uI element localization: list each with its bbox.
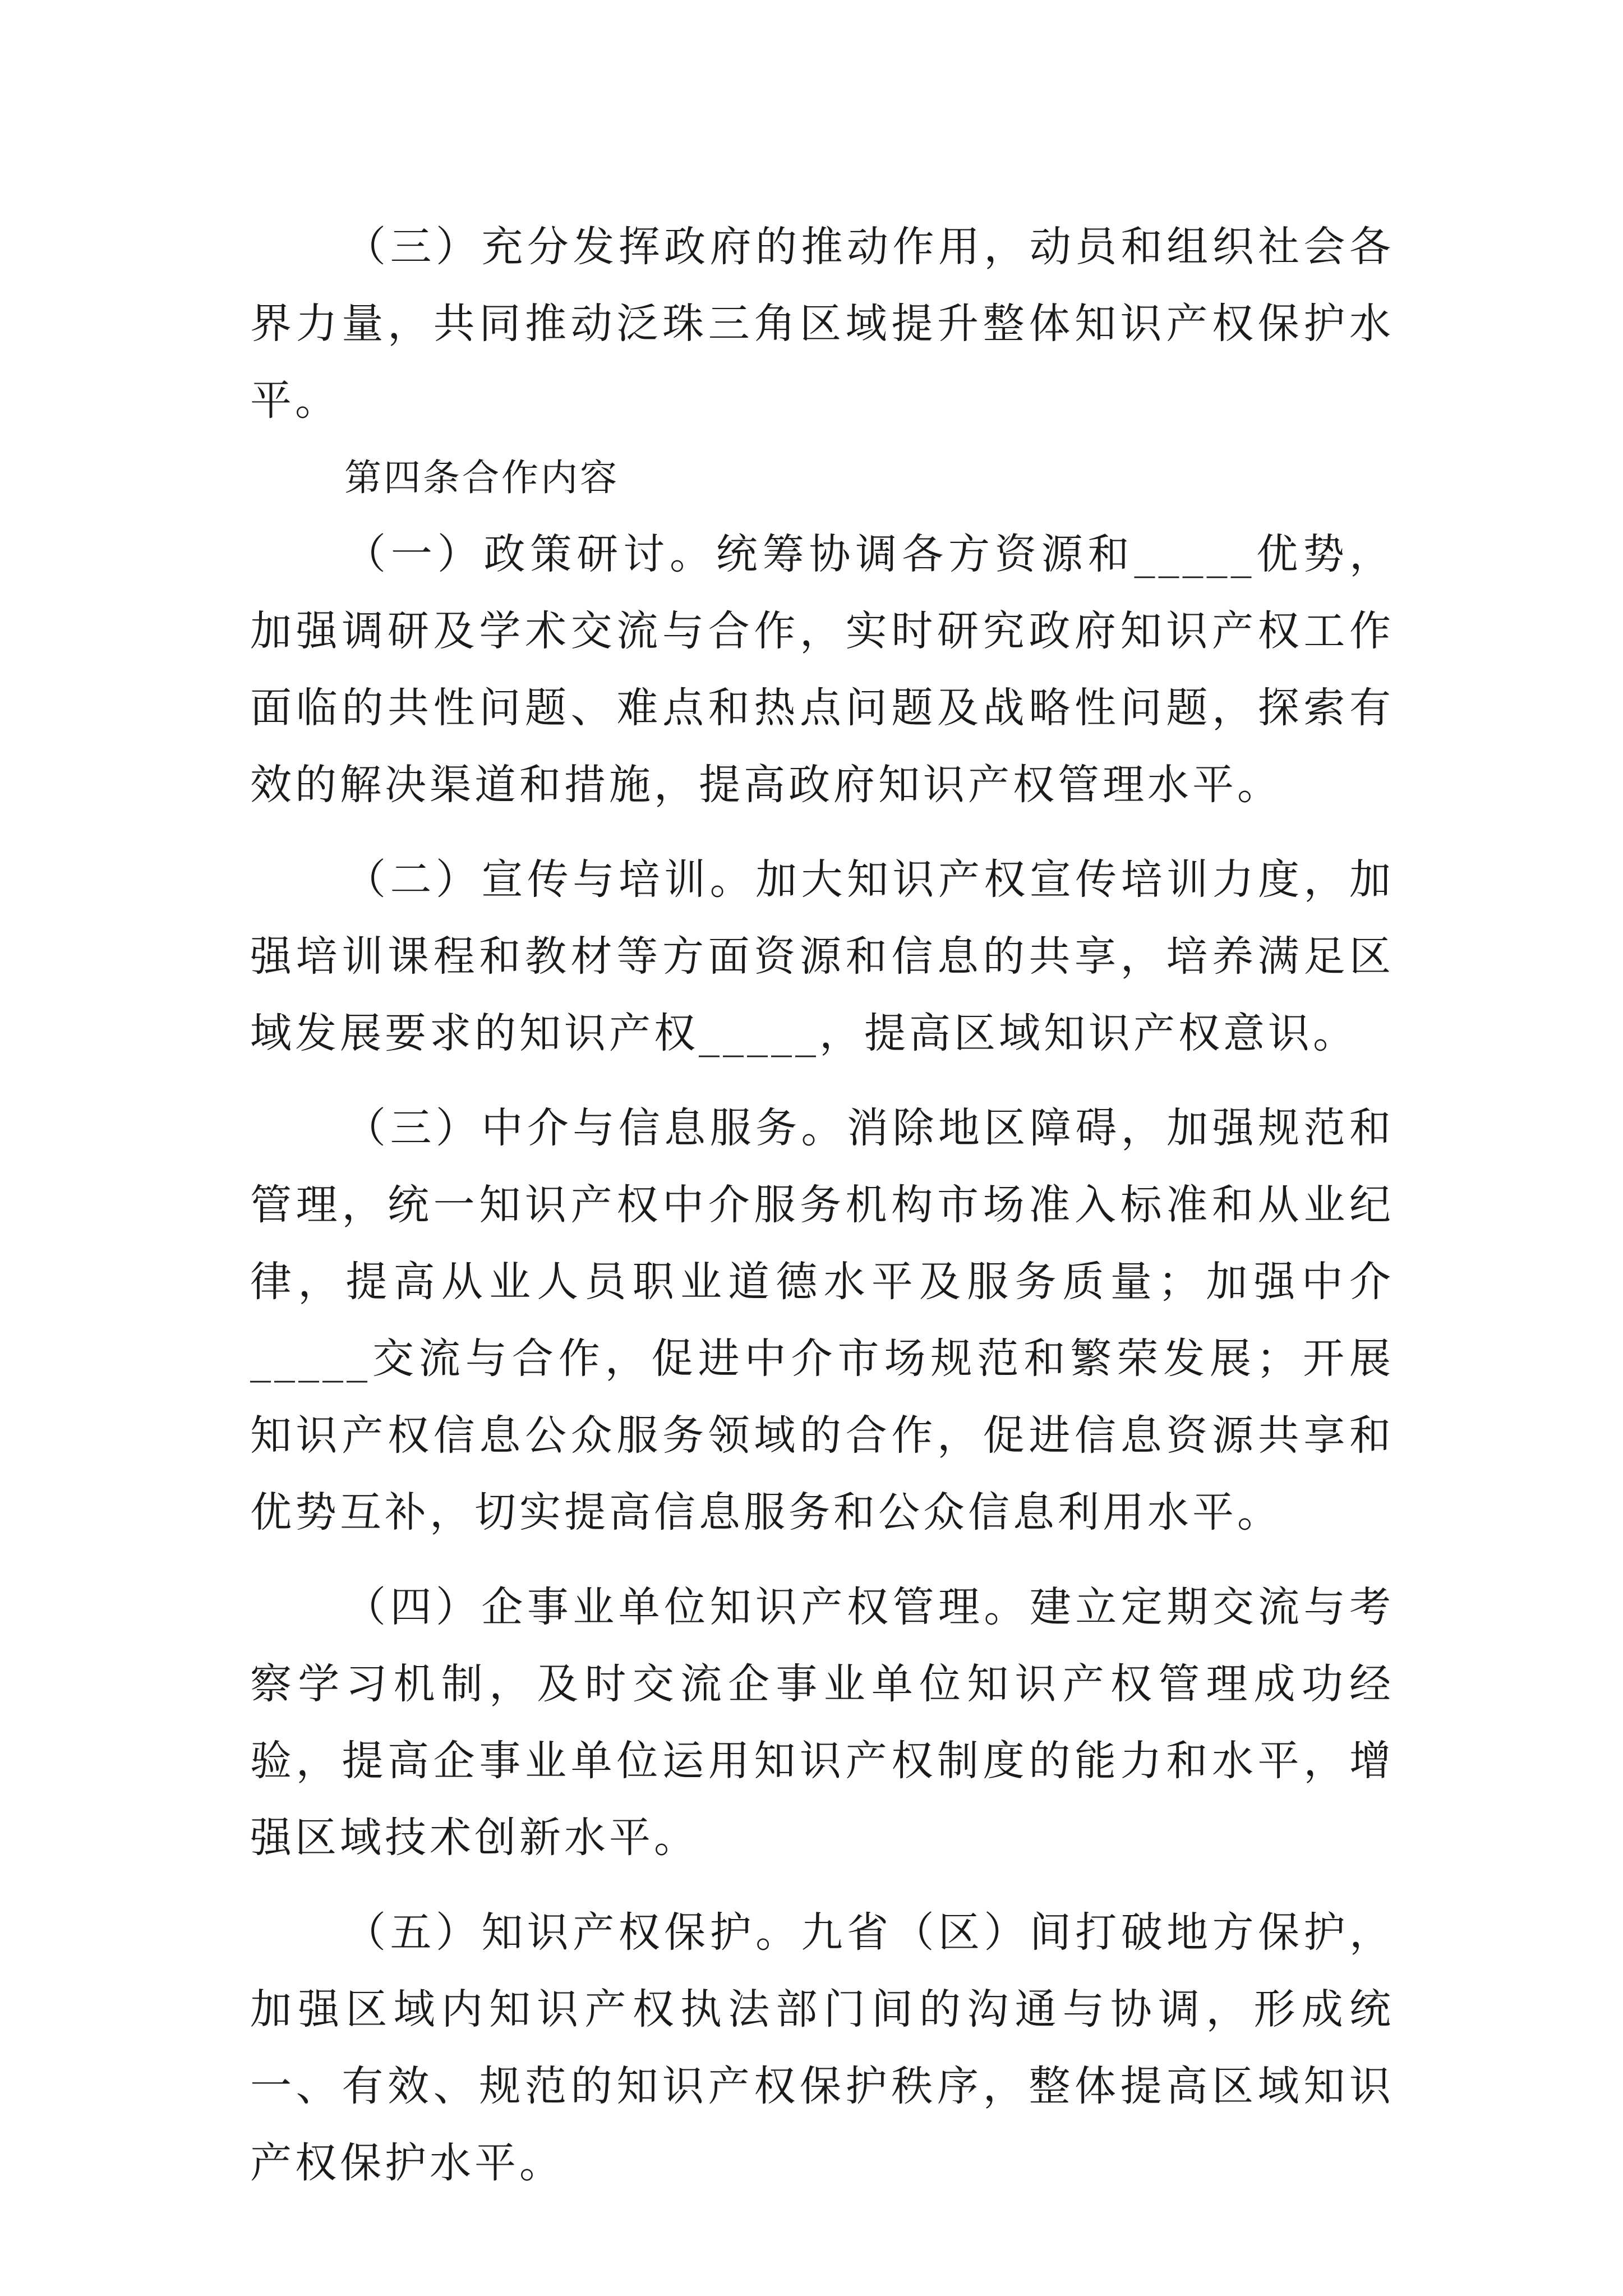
paragraph-publicity-training: （二）宣传与培训。加大知识产权宣传培训力度，加强培训课程和教材等方面资源和信息的共享，培养满足区域发展要求的知识产权_____，提高区域知识产权意识。 [250,855,1394,1057]
document-body [250,209,1394,2202]
paragraph-intermediary-info: （三）中介与信息服务。消除地区障碍，加强规范和管理，统一知识产权中介服务机构市场准入标准和从业纪律，提高从业人员职业道德水平及服务质量；加强中介_____交流与合作，促进中介市场规范和繁荣发展；开展知识产权信息公众服务领域的合作，促进信息资源共享和优势互补，切实提高信息服务和公众信息利用水平。 [250,1104,1394,1536]
paragraph-policy-research: （一）政策研讨。统筹协调各方资源和_____优势，加强调研及学术交流与合作，实时研究政府知识产权工作面临的共性问题、难点和热点问题及战略性问题，探索有效的解决渠道和措施，提高政府知识产权管理水平。 [250,530,1394,809]
article-four-heading: 第四条合作内容 [344,456,619,499]
paragraph-enterprise-management: （四）企事业单位知识产权管理。建立定期交流与考察学习机制，及时交流企事业单位知识产权管理成功经验，提高企事业单位运用知识产权制度的能力和水平，增强区域技术创新水平。 [250,1583,1394,1862]
paragraph-government-role: （三）充分发挥政府的推动作用，动员和组织社会各界力量，共同推动泛珠三角区域提升整体知识产权保护水平。 [250,223,1394,425]
paragraph-ip-protection: （五）知识产权保护。九省（区）间打破地方保护，加强区域内知识产权执法部门间的沟通与协调，形成统一、有效、规范的知识产权保护秩序，整体提高区域知识产权保护水平。 [250,1908,1394,2187]
